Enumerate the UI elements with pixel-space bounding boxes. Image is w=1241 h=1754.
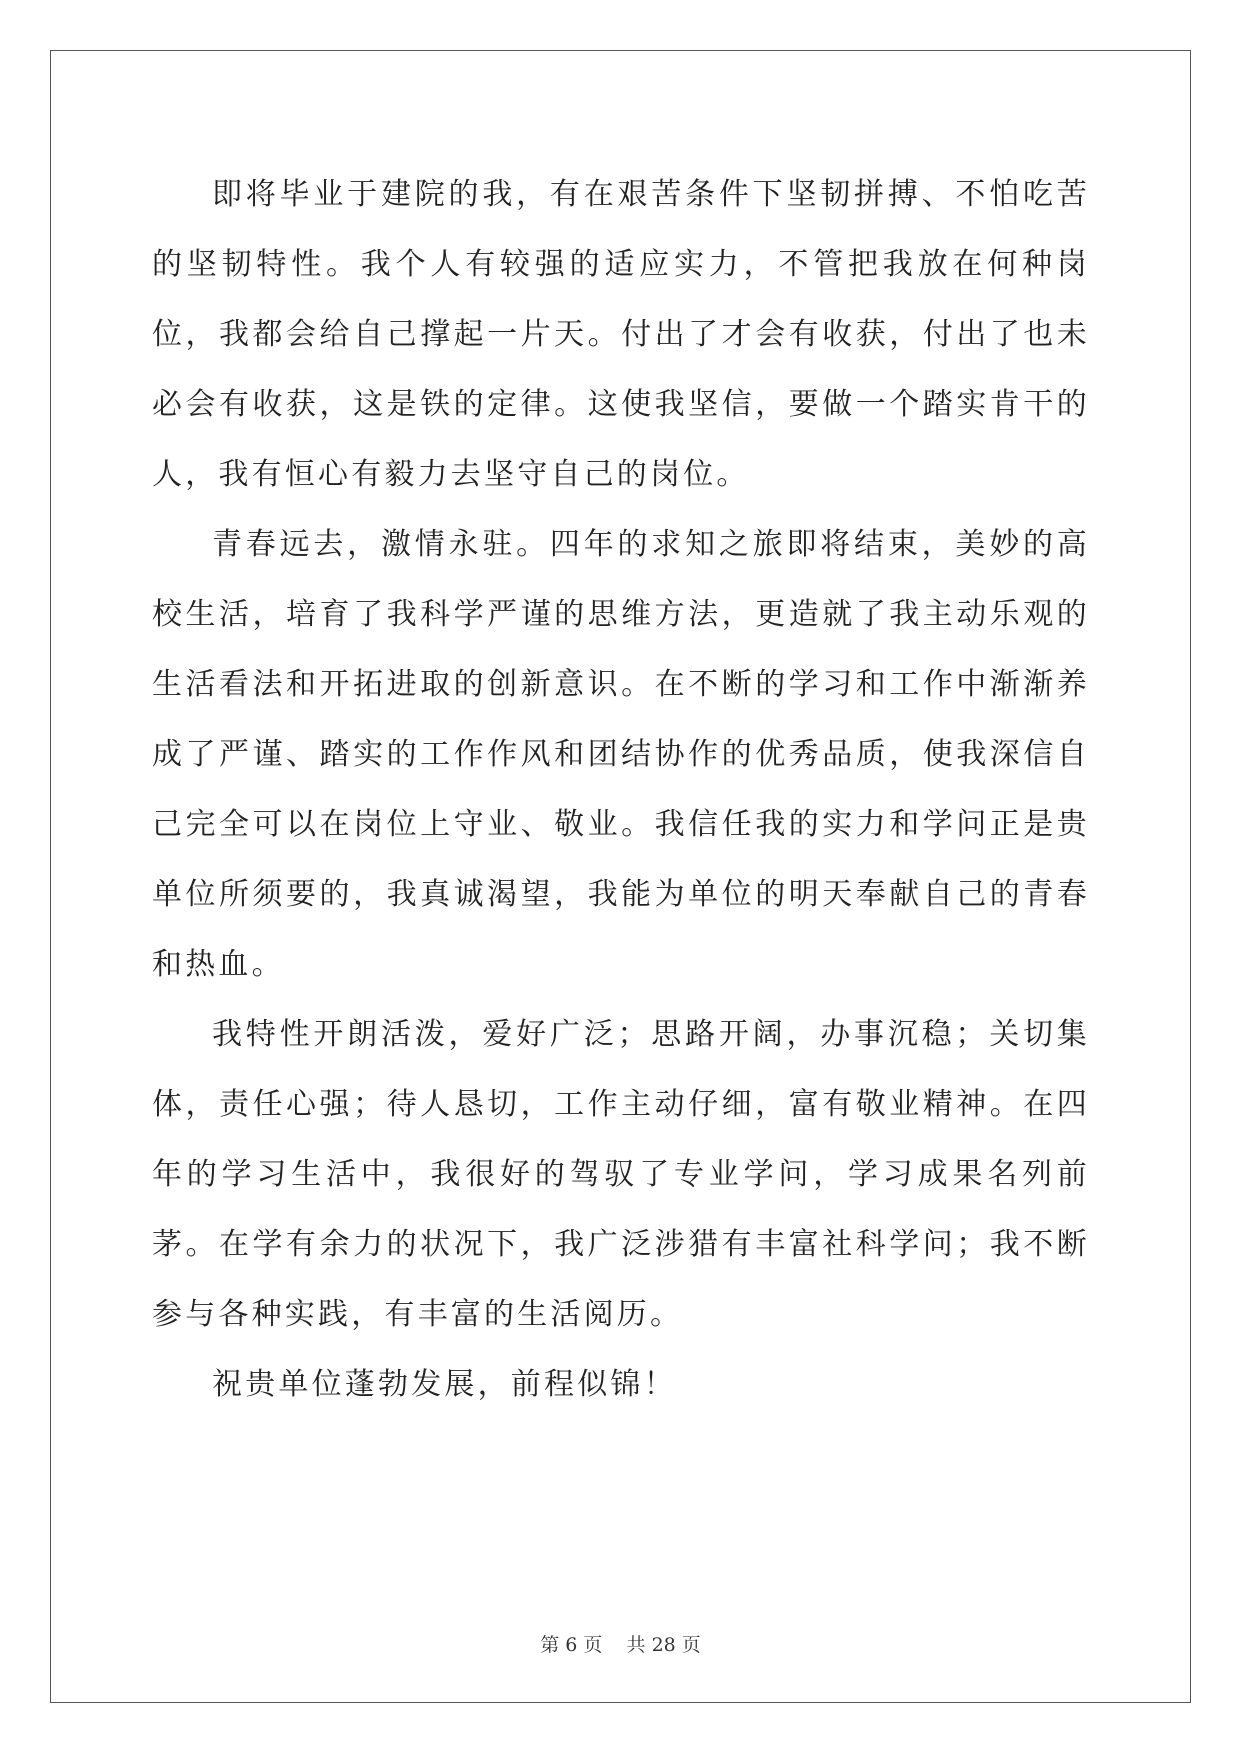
paragraph-4: 祝贵单位蓬勃发展，前程似锦！ bbox=[212, 1367, 677, 1402]
paragraph-1: 即将毕业于建院的我，有在艰苦条件下坚韧拼搏、不怕吃苦的坚韧特性。我个人有较强的适应实力，不管把我放在何种岗位，我都会给自己撑起一片天。付出了才会有收获，付出了也未必会有收获，这是铁的定律。这使我坚信，要做一个踏实肯干的人，我有恒心有毅力去坚守自己的岗位。 bbox=[152, 177, 1090, 492]
paragraph-2: 青春远去，激情永驻。四年的求知之旅即将结束，美妙的高校生活，培育了我科学严谨的思维方法，更造就了我主动乐观的生活看法和开拓进取的创新意识。在不断的学习和工作中渐渐养成了严谨、踏实的工作作风和团结协作的优秀品质，使我深信自己完全可以在岗位上守业、敬业。我信任我的实力和学问正是贵单位所须要的，我真诚渴望，我能为单位的明天奉献自己的青春和热血。 bbox=[152, 527, 1090, 982]
page-number-footer: 第 6 页 共 28 页 bbox=[540, 1634, 701, 1656]
paragraph-3: 我特性开朗活泼，爱好广泛；思路开阔，办事沉稳；关切集体，责任心强；待人恳切，工作主动仔细，富有敬业精神。在四年的学习生活中，我很好的驾驭了专业学问，学习成果名列前茅。在学有余力的状况下，我广泛涉猎有丰富社科学问；我不断参与各种实践，有丰富的生活阅历。 bbox=[152, 1017, 1090, 1332]
document-body bbox=[152, 160, 1090, 1420]
